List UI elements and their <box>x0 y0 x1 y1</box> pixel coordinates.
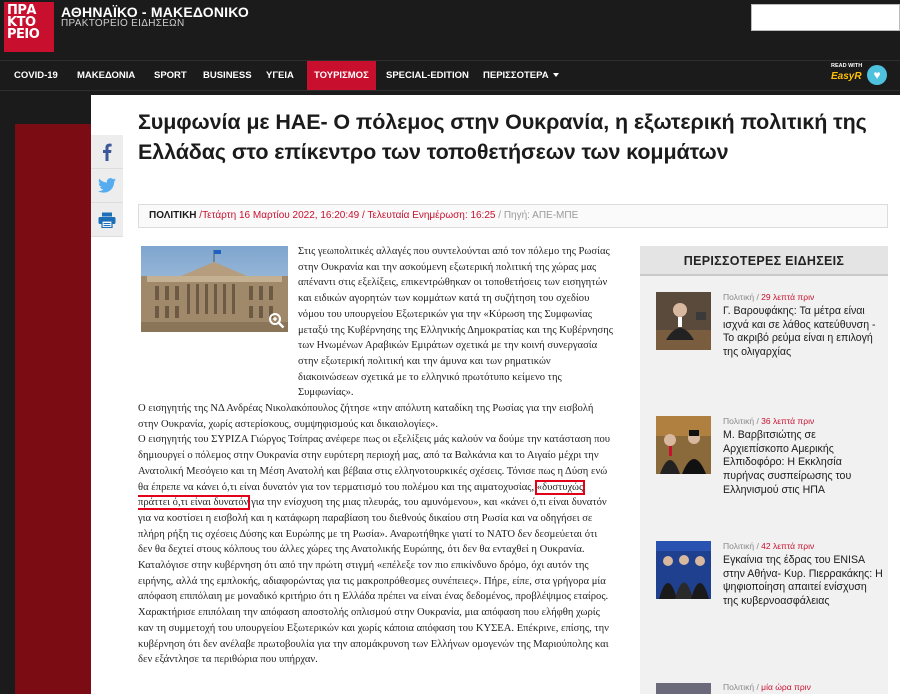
news-category[interactable]: Πολιτική <box>723 682 755 692</box>
news-time: 42 λεπτά πριν <box>761 541 815 551</box>
article-paragraph: Ο εισηγητής της ΝΔ Ανδρέας Νικολακόπουλος ζήτησε «την απόλυτη καταδίκη της Ρωσίας για την εισβολή στην Ουκρανία, χωρίς αστερίσκους, συμψηφισμούς και δικαιολογίες». <box>138 403 594 430</box>
main-nav <box>0 60 900 91</box>
print-button[interactable] <box>91 203 123 237</box>
site-header <box>0 0 900 58</box>
twitter-icon <box>98 178 116 193</box>
article-headline: Συμφωνία με ΗΑΕ- Ο πόλεμος στην Ουκρανία, η εξωτερική πολιτική της Ελλάδας στο επίκεντρο των τοποθετήσεων των κομμάτων <box>138 110 867 164</box>
print-icon <box>98 212 116 228</box>
article-updated-time: 16:25 <box>470 210 496 221</box>
search-input[interactable] <box>751 4 900 31</box>
news-thumbnail[interactable] <box>656 292 711 350</box>
news-thumbnail[interactable] <box>656 682 711 694</box>
article-published: Τετάρτη 16 Μαρτίου 2022, 16:20:49 <box>202 210 360 221</box>
nav-item-more[interactable]: ΠΕΡΙΣΣΟΤΕΡΑ <box>483 61 559 90</box>
sidebar-news-item[interactable]: Πολιτική / 42 λεπτά πριν Εγκαίνια της έδρας του ENISA στην Αθήνα- Κυρ. Πιερρακάκης: Η ψηφιοποίηση απαιτεί ενίσχυση της κυβερνοασφάλειας <box>656 541 888 641</box>
brand-title[interactable]: ΑΘΗΝΑΪΚΟ - ΜΑΚΕΔΟΝΙΚΟ <box>61 4 249 20</box>
nav-item-tourismos[interactable]: ΤΟΥΡΙΣΜΟΣ <box>307 61 376 90</box>
sidebar-news-item[interactable]: Πολιτική / 29 λεπτά πριν Γ. Βαρουφάκης: Τα μέτρα είναι ισχνά και σε λάθος κατεύθυνση - Το ακριβό ρεύμα είναι η επιλογή της ολιγαρχίας <box>656 292 888 392</box>
nav-item-sport[interactable]: SPORT <box>154 70 187 81</box>
heart-icon[interactable]: ♥ <box>867 65 887 85</box>
news-category[interactable]: Πολιτική <box>723 292 755 302</box>
sidebar-news-item[interactable]: Πολιτική / 36 λεπτά πριν Μ. Βαρβιτσιώτης σε Αρχιεπίσκοπο Αμερικής Ελπιδοφόρο: Η Εκκλησία πυρήνας συσπείρωσης του Ελληνισμού στις ΗΠΑ <box>656 416 888 516</box>
article-paragraph: Καταλόγισε στην κυβέρνηση ότι από την πρώτη στιγμή «επέλεξε τον πιο επικίνδυνο δρόμο, όχι αυτόν της ειρήνης, αλλά της εμπλοκής, αδιαφορώντας για τις μακροπρόθεσμες συνέπειες». Πήρε, είπε, στα γρήγορα μία απόφαση επιπόλαιη με μοναδικό κριτήριο ότι η Ελλάδα πρέπει να είναι ένας δεδομένος, προβλέψιμος εταίρος. Χαρακτήρισε επιπόλαιη την απόφαση αποστολής οπλισμού στην Ουκρανία, μια απόφαση που ελήφθη χωρίς καν τη συμμετοχή του υπουργείου Εξωτερικών και χωρίς κάποια απόφαση του ΚΥΣΕΑ. Επέκρινε, επίσης, την κυβέρνηση ότι δεν ανέλαβε πρωτοβουλία για την απομάκρυνση των Ελλήνων ομογενών της Μαριούπολης και δεν εξάντλησε τα περιθώρια που υπήρχαν. <box>138 560 609 666</box>
news-thumbnail[interactable] <box>656 416 711 474</box>
readwith-label: READ WITH <box>831 63 863 69</box>
news-title[interactable]: Μ. Βαρβιτσιώτης σε Αρχιεπίσκοπο Αμερικής Ελπιδοφόρο: Η Εκκλησία πυρήνας συσπείρωσης του Ελληνισμού στις ΗΠΑ <box>723 429 852 496</box>
article-paragraph: Στις γεωπολιτικές αλλαγές που συντελούνται από τον πόλεμο της Ρωσίας στην Ουκρανία και την ασκούμενη εξωτερική πολιτική της χώρας μας απέναντι στις εξελίξεις, επικεντρώθηκαν οι τοποθετήσεις των εισηγητών και ειδικών αγορητών των κομμάτων κατά τη συζήτηση του σχεδίου νόμου του υπουργείου Εξωτερικών για την «Κύρωση της Συμφωνίας μεταξύ της Κυβέρνησης της Ελληνικής Δημοκρατίας και της Κυβέρνησης των Ηνωμένων Αραβικών Εμιράτων σχετικά με την κοινή συνεργασία στην εξωτερική πολιτική και την άμυνα και των ρηματικών διακοινώσεων σχετικά με το ελληνικό πρωτότυπο κείμενο της Συμφωνίας». <box>298 246 613 399</box>
news-category[interactable]: Πολιτική <box>723 541 755 551</box>
sidebar-news-item[interactable]: Πολιτική / μία ώρα πριν <box>656 682 888 694</box>
article-meta: ΠΟΛΙΤΙΚΗ /Τετάρτη 16 Μαρτίου 2022, 16:20:49 / Τελευταία Ενημέρωση: 16:25 / Πηγή: ΑΠΕ-ΜΠΕ <box>138 204 888 228</box>
sidebar-heading: ΠΕΡΙΣΣΟΤΕΡΕΣ ΕΙΔΗΣΕΙΣ <box>640 246 888 276</box>
article-source: Πηγή: ΑΠΕ-ΜΠΕ <box>503 210 579 221</box>
news-time: 29 λεπτά πριν <box>761 292 815 302</box>
brand-subtitle: ΠΡΑΚΤΟΡΕΙΟ ΕΙΔΗΣΕΩΝ <box>61 18 185 29</box>
article-category[interactable]: ΠΟΛΙΤΙΚΗ <box>149 210 197 221</box>
news-time: μία ώρα πριν <box>761 682 811 692</box>
site-logo[interactable]: ΠΡΑ ΚΤΟ ΡΕΙΟ <box>4 2 54 52</box>
nav-item-business[interactable]: BUSINESS <box>203 70 252 81</box>
left-ad-band <box>15 124 91 694</box>
highlighted-quote: «δυστυχώς πράττει ό,τι είναι δυνατόν <box>138 481 584 509</box>
nav-item-ygeia[interactable]: ΥΓΕΙΑ <box>266 70 294 81</box>
facebook-icon <box>102 143 112 161</box>
news-title[interactable]: Γ. Βαρουφάκης: Τα μέτρα είναι ισχνά και σε λάθος κατεύθυνση - Το ακριβό ρεύμα είναι η επιλογή της ολιγαρχίας <box>723 305 876 359</box>
nav-item-makedonia[interactable]: ΜΑΚΕΔΟΝΙΑ <box>77 70 136 81</box>
news-title[interactable]: Εγκαίνια της έδρας του ENISA στην Αθήνα- Κυρ. Πιερρακάκης: Η ψηφιοποίηση απαιτεί ενίσχυση της κυβερνοασφάλειας <box>723 554 883 608</box>
article-paragraph: Ο εισηγητής του ΣΥΡΙΖΑ Γιώργος Τσίπρας ανέφερε πως οι εξελίξεις μάς καλούν να δούμε την κατάσταση που δημιουργεί ο πόλεμος στην Ουκρανία στην ευρύτερη περιοχή μας, από τα Βαλκάνια και το Αιγαίο μέχρι την Ανατολική Μεσόγειο και τη Μέση Ανατολή και βέβαια στις ελληνοτουρκικές σχέσεις. Τόνισε πως η Δύση ενώ θα έπρεπε να κάνει ό,τι είναι δυνατόν για τον τερματισμό του πολέμου και της αιματοχυσίας, «δυστυχώς πράττει ό,τι είναι δυνατόν για την ενίσχυση της μιας πλευράς, του αμυνόμενου», και «κάνει ό,τι είναι δυνατόν για να κοστίσει η εισβολή και η κατάφωρη παραβίαση του διεθνούς δικαίου στη Ρωσία και να οδηγήσει σε πλήρη ρήξη τις σχέσεις Δύσης και Ευρώπης με τη Ρωσία». Αναρωτήθηκε γιατί το ΝΑΤΟ δεν δεσμεύεται ότι δεν θα δεχτεί στους κόλπους του άλλες χώρες της Ανατολικής Ευρώπης, ότι δεν θα ενταχθεί η Ουκρανία. <box>138 434 610 556</box>
nav-item-covid[interactable]: COVID-19 <box>14 70 58 81</box>
nav-item-special-edition[interactable]: SPECIAL-EDITION <box>386 70 469 81</box>
news-thumbnail[interactable] <box>656 541 711 599</box>
article-updated-label: Τελευταία Ενημέρωση: <box>367 210 468 221</box>
facebook-share-button[interactable] <box>91 135 123 169</box>
chevron-down-icon <box>553 73 559 77</box>
article-body <box>138 244 613 694</box>
twitter-share-button[interactable] <box>91 169 123 203</box>
easyreader-logo[interactable]: EasyR <box>831 71 862 82</box>
news-category[interactable]: Πολιτική <box>723 416 755 426</box>
news-time: 36 λεπτά πριν <box>761 416 815 426</box>
